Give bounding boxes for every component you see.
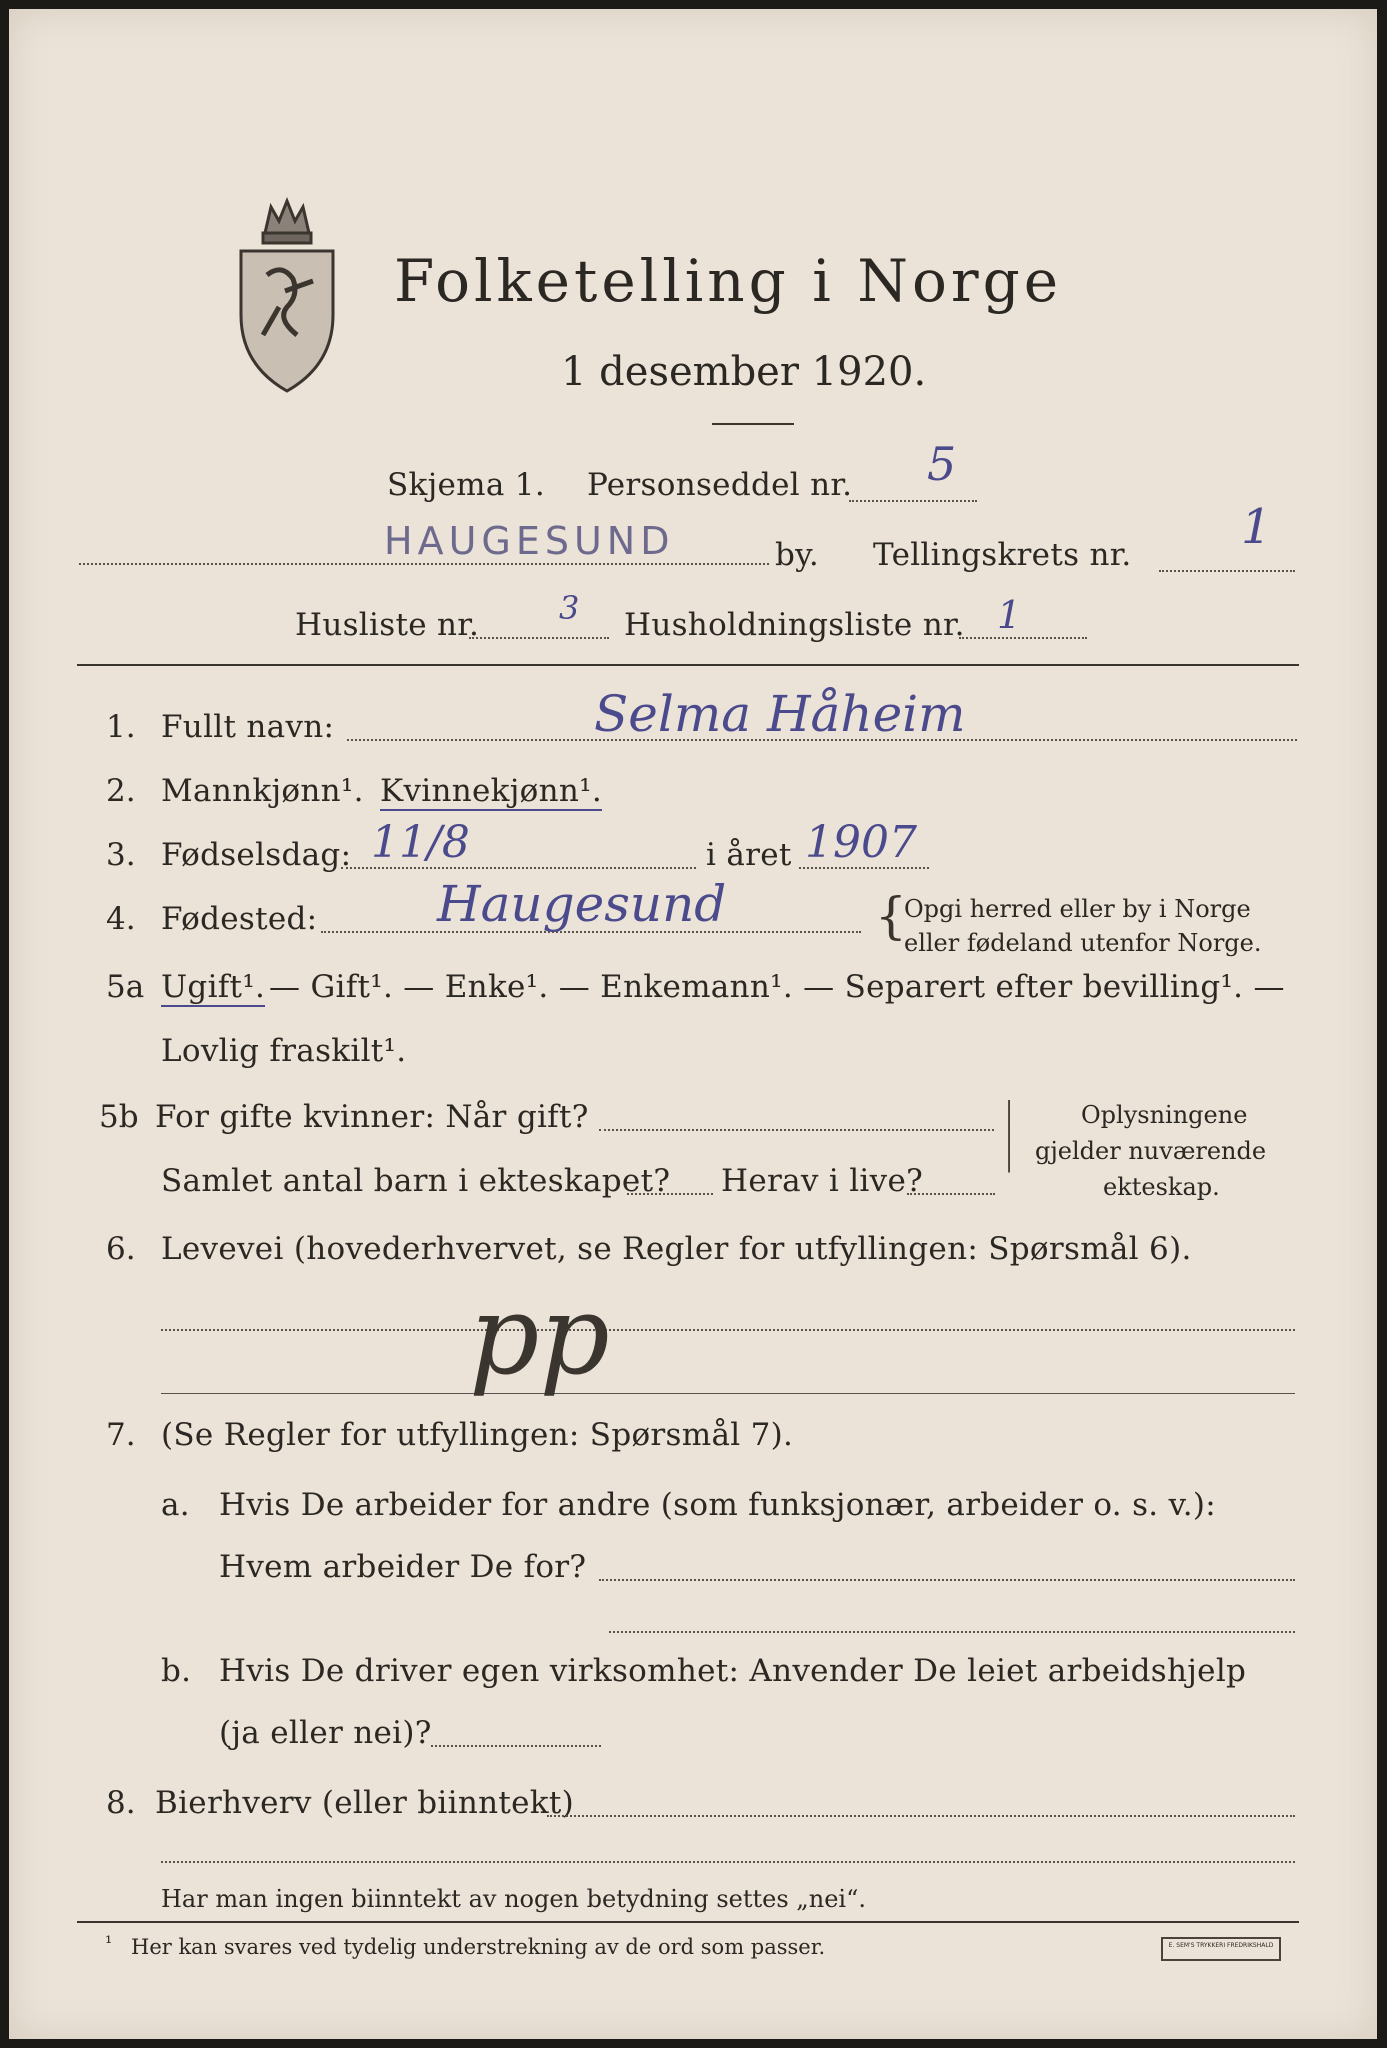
form-title: Folketelling i Norge <box>394 247 1063 315</box>
q4-note-line1: Opgi herred eller by i Norge <box>904 895 1251 923</box>
personseddel-label: Personseddel nr. <box>587 467 853 503</box>
full-name-value[interactable]: Selma Håheim <box>594 685 966 743</box>
q5b-number: 5b <box>99 1099 139 1135</box>
q5a-number: 5a <box>106 969 145 1005</box>
census-date: 1 desember 1920. <box>561 349 927 395</box>
barn-label: Samlet antal barn i ekteskapet? <box>161 1163 671 1199</box>
city-stamp: HAUGESUND <box>384 519 675 563</box>
tellingskrets-value[interactable]: 1 <box>1241 499 1272 555</box>
q4-note-line2: eller fødeland utenfor Norge. <box>904 929 1262 957</box>
footnote-text: Her kan svares ved tydelig understrekning av de ord som passer. <box>131 1935 826 1959</box>
occupation-value[interactable]: pp <box>469 1271 610 1399</box>
q7-number: 7. <box>106 1417 136 1453</box>
husholdningsliste-value[interactable]: 1 <box>997 593 1022 637</box>
live-label: Herav i live? <box>721 1163 924 1199</box>
q7b-question: (ja eller nei)? <box>219 1715 432 1751</box>
birthday-value[interactable]: 11/8 <box>371 817 470 868</box>
q5b-bracket: | | | <box>1005 1097 1014 1173</box>
footnote-mark: ¹ <box>105 1933 113 1954</box>
q5b-note-line1: Oplysningene <box>1081 1101 1248 1129</box>
q5a-other-options[interactable]: — Gift¹. — Enke¹. — Enkemann¹. — Separert efter bevilling¹. — <box>269 969 1285 1005</box>
q7a-question: Hvem arbeider De for? <box>219 1549 587 1585</box>
kvinnekjonn-option[interactable]: Kvinnekjønn¹. <box>380 773 603 809</box>
coat-of-arms-icon <box>227 195 347 395</box>
q5b-note-line3: ekteskap. <box>1103 1173 1220 1201</box>
q7a-letter: a. <box>161 1487 190 1523</box>
ugift-option[interactable]: Ugift¹. <box>161 969 266 1005</box>
q8-note: Har man ingen biinntekt av nogen betydning settes „nei“. <box>161 1885 866 1913</box>
birth-year-value[interactable]: 1907 <box>805 817 917 868</box>
year-label: i året <box>706 837 792 873</box>
q4-label: Fødested: <box>161 901 318 937</box>
q1-label: Fullt navn: <box>161 709 335 745</box>
birthplace-value[interactable]: Haugesund <box>437 875 727 933</box>
q3-number: 3. <box>106 837 136 873</box>
q1-number: 1. <box>106 709 136 745</box>
q6-label: Levevei (hovederhvervet, se Regler for utfyllingen: Spørsmål 6). <box>161 1231 1192 1267</box>
q5b-label: For gifte kvinner: Når gift? <box>155 1099 589 1135</box>
q6-number: 6. <box>106 1231 136 1267</box>
q7b-text: Hvis De driver egen virksomhet: Anvender De leiet arbeidshjelp <box>219 1653 1247 1689</box>
tellingskrets-label: Tellingskrets nr. <box>873 537 1132 573</box>
printer-mark: E. SEM'S TRYKKERI FREDRIKSHALD <box>1161 1937 1281 1961</box>
q4-number: 4. <box>106 901 136 937</box>
q8-number: 8. <box>106 1785 136 1821</box>
skjema-label: Skjema 1. <box>387 467 545 503</box>
personseddel-value[interactable]: 5 <box>927 437 957 491</box>
q7-label: (Se Regler for utfyllingen: Spørsmål 7). <box>161 1417 794 1453</box>
q5b-note-line2: gjelder nuværende <box>1035 1137 1267 1165</box>
q7a-text: Hvis De arbeider for andre (som funksjonær, arbeider o. s. v.): <box>219 1487 1217 1523</box>
q2-number: 2. <box>106 773 136 809</box>
mannkjonn-option[interactable]: Mannkjønn¹. <box>161 773 364 809</box>
census-form-page <box>9 9 1377 2039</box>
q4-brace: { <box>875 887 907 945</box>
husholdningsliste-label: Husholdningsliste nr. <box>624 607 965 643</box>
q8-label: Bierhverv (eller biinntekt) <box>155 1785 575 1821</box>
husliste-label: Husliste nr. <box>295 607 480 643</box>
lovlig-fraskilt-option[interactable]: Lovlig fraskilt¹. <box>161 1033 407 1069</box>
husliste-value[interactable]: 3 <box>559 589 580 627</box>
by-label: by. <box>775 537 819 573</box>
q7b-letter: b. <box>161 1653 192 1689</box>
q3-label: Fødselsdag: <box>161 837 352 873</box>
